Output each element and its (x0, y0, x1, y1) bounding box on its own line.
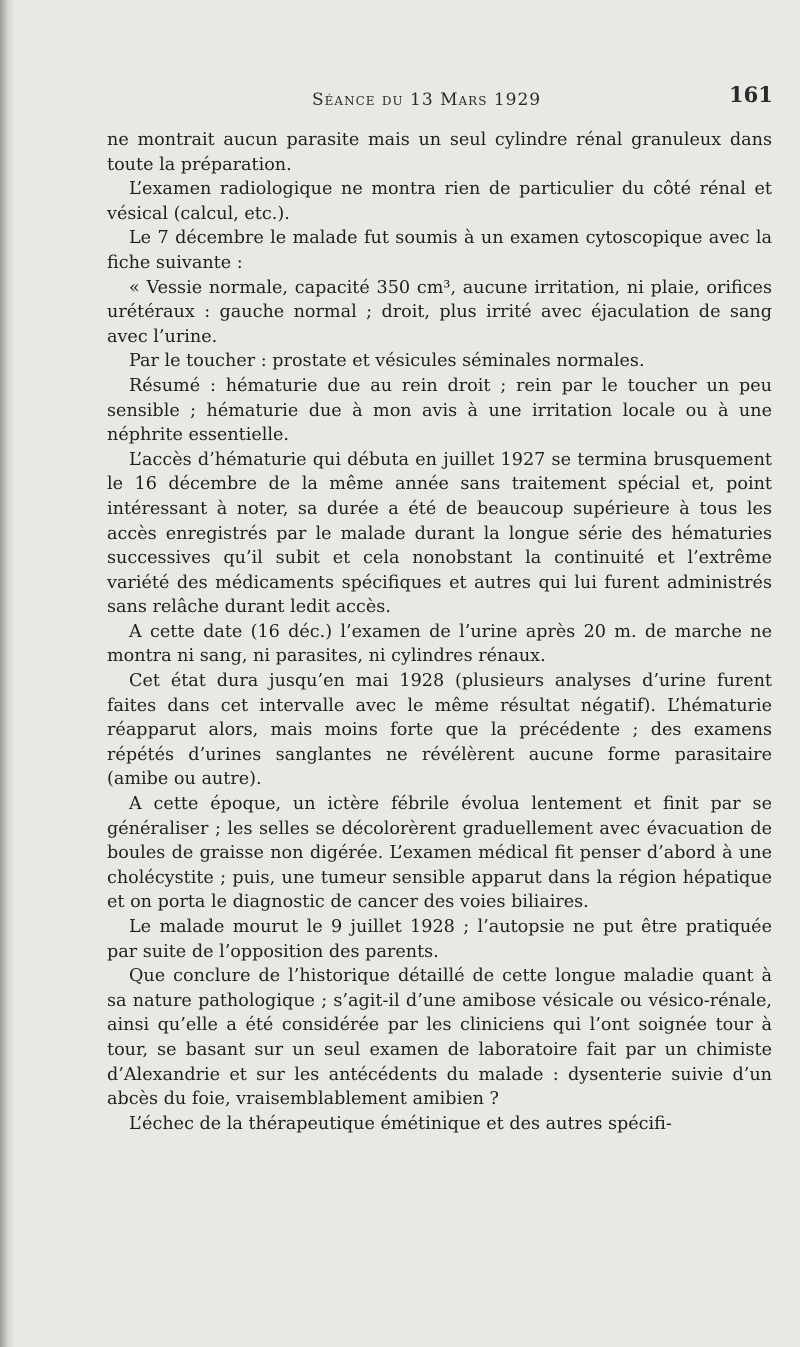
paragraph: Le malade mourut le 9 juillet 1928 ; l’autopsie ne put être pratiquée par suite de l’opposition des parents. (107, 917, 772, 962)
paragraph: Par le toucher : prostate et vésicules séminales normales. (129, 351, 645, 372)
paragraph: L’échec de la thérapeutique émétinique et des autres spécifi- (129, 1113, 672, 1134)
body-text (107, 128, 772, 1136)
book-page (14, 0, 800, 1347)
paragraph: L’examen radiologique ne montra rien de particulier du côté rénal et vésical (calcul, etc.). (107, 179, 772, 224)
page-header (14, 82, 800, 116)
page-number: 161 (729, 82, 773, 107)
paragraph: A cette date (16 déc.) l’examen de l’urine après 20 m. de marche ne montra ni sang, ni parasites, ni cylindres rénaux. (107, 621, 772, 667)
paragraph: « Vessie normale, capacité 350 cm³, aucune irritation, ni plaie, orifices urétéraux : gauche normal ; droit, plus irrité avec éjaculation de sang avec l’urine. (107, 277, 772, 347)
paragraph: A cette époque, un ictère fébrile évolua lentement et finit par se généraliser ; les selles se décolorèrent graduellement avec évacuation de boules de graisse non digérée. L’examen médical fit penser d’abord à une cholécystite ; puis, une tumeur sensible apparut dans la région hépatique et on porta le diagnostic de cancer des voies biliaires. (107, 794, 772, 913)
running-head: Séance du 13 Mars 1929 (312, 90, 542, 110)
paragraph: ne montrait aucun parasite mais un seul cylindre rénal granuleux dans toute la préparation. (107, 130, 772, 175)
paragraph: L’accès d’hématurie qui débuta en juillet 1927 se termina brusquement le 16 décembre de la même année sans traitement spécial et, point intéressant à noter, sa durée a été de beaucoup supérieure à tous les accès enregistrés par le malade durant la longue série des hématuries successives qu’il subit et cela nonobstant la continuité et l’extrême variété des médicaments spécifiques et autres qui lui furent administrés sans relâche durant ledit accès. (107, 449, 772, 618)
paragraph: Que conclure de l’historique détaillé de cette longue maladie quant à sa nature pathologique ; s’agit-il d’une amibose vésicale ou vésico-rénale, ainsi qu’elle a été considérée par les cliniciens qui l’ont soignée tour à tour, se basant sur un seul examen de laboratoire fait par un chimiste d’Alexandrie et sur les antécédents du malade : dysenterie suivie d’un abcès du foie, vraisemblablement amibien ? (107, 966, 772, 1110)
paragraph: Cet état dura jusqu’en mai 1928 (plusieurs analyses d’urine furent faites dans cet intervalle avec le même résultat négatif). L’hématurie réapparut alors, mais moins forte que la précédente ; des examens répétés d’urines sanglantes ne révélèrent aucune forme parasitaire (amibe ou autre). (107, 671, 772, 790)
paragraph: Le 7 décembre le malade fut soumis à un examen cytoscopique avec la fiche suivante : (107, 228, 772, 273)
paragraph: Résumé : hématurie due au rein droit ; rein par le toucher un peu sensible ; hématurie due à mon avis à une irritation locale ou à une néphrite essentielle. (107, 375, 772, 446)
page-binding-edge (0, 0, 14, 1347)
